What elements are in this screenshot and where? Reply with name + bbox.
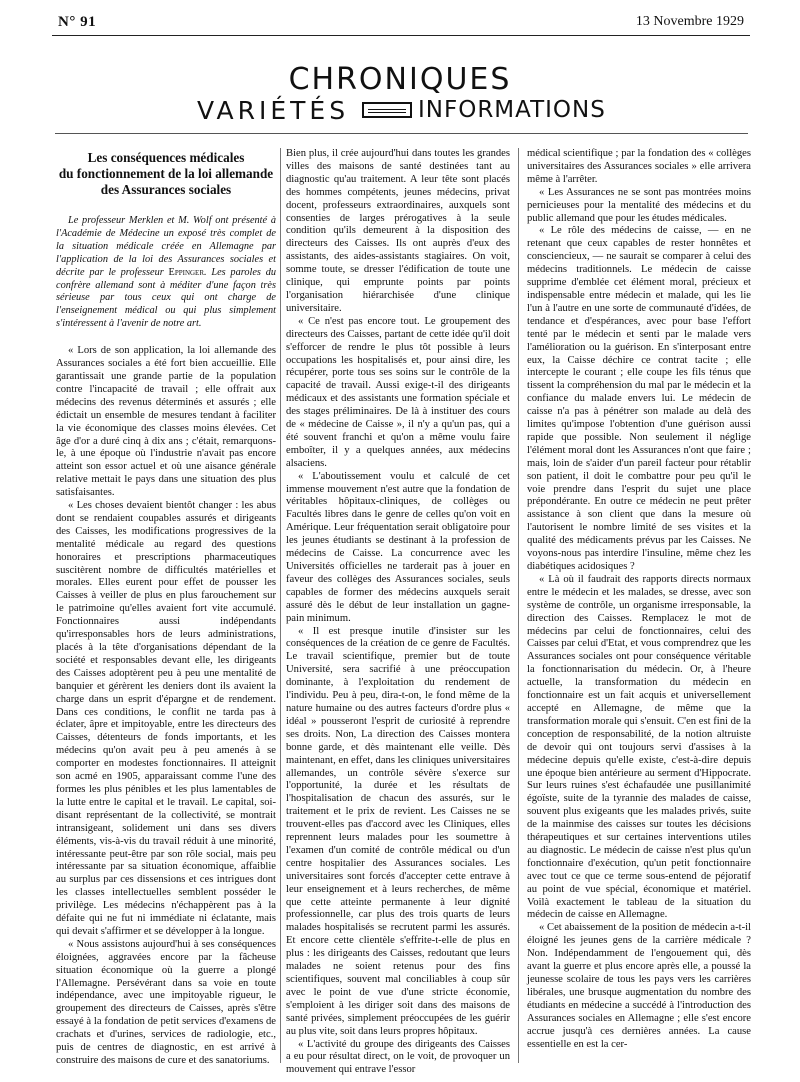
- issue-date: 13 Novembre 1929: [635, 14, 744, 29]
- header-rule: [52, 35, 750, 36]
- column-divider: [280, 148, 281, 1063]
- paragraph: « Les choses devaient bientôt changer : les abus dont se rendaient coupables assurés et dirigeants des Caisses, les modifications progressives de la mentalité médicale au regard des questions honoraires et prescriptions pharmaceutiques suscitèrent nombre de difficultés matérielles et morales. Elles eurent pour effet de pousser les Caisses à veiller de plus en plus farouchement sur le patrimoine qu'elles avaient fort vite accumulé. Fonctionnaires aussi indépendants qu'irresponsables hors de leurs administrations, placés à la tête d'organisations dépendant de la société et responsables devant elle, les dirigeants des Caisses adoptèrent peu à peu une mentalité de banquier et gérèrent les deniers dont ils avaient la charge dans un esprit d'épargne et de rendement. Dans ces conditions, le conflit ne tarda pas à éclater, âpre et impitoyable, entre les directeurs des Caisses, détenteurs de fonds importants, et les médecins qu'on avait peu à peu amenés à se comporter en modestes fonctionnaires. Il atteignit son acmé en 1905, apparaissant comme l'une des formes les plus pénibles et les plus lamentables de la lutte entre le capital et le travail. Le capital, soi-disant représentant de la collectivité, se montrait intransigeant, solidement uni dans ses divers éléments, vis-à-vis du travail réduit à une minorité, intéressante peut-être par son rôle social, mais peu intéressante par sa situation économique, affaiblie au surplus par ces dissensions et ces intrigues dont les classes intellectuelles semblent posséder le privilège. Les médecins n'échappèrent pas à la défaite qui ne fut ni immédiate ni éclatante, mais qui devait s'affirmer et se développer à la longue.: [56, 500, 276, 937]
- paragraph: Bien plus, il crée aujourd'hui dans toutes les grandes villes des maisons de santé destinées tant au diagnostic qu'au traitement. A leur tête sont placés des hommes compétents, jeunes médecins, privat docent, professeurs extraordinaires, auxquels sont consenties de larges prérogatives à la seule condition qu'ils demeurent à la disposition des directeurs des Caisses. Ils ont auprès d'eux des assistants, des aides-assistants stagiaires. On voit, somme toute, se dresser l'édification de toute une clinique, qui emprunte points par points l'organisation hiérarchisée d'une clinique universitaire.: [286, 148, 510, 314]
- masthead-informations: INFORMATIONS: [418, 97, 606, 123]
- lead-text: Le professeur Merklen et M. Wolf ont présenté à l'Académie de Médecine un exposé très complet de la situation médicale créée en Allemagne par l'application de la loi des Assurances sociales et décrite par le professeur: [56, 215, 276, 278]
- paragraph: « Le rôle des médecins de caisse, — en ne retenant que ceux capables de rester honnêtes et consciencieux, — ne saurait se comparer à celui des médecins traditionnels. Le médecin de caisse supprime d'emblée cet élément moral, précieux et indispensable entre médecin et malade, qui les lie l'un à l'autre en une sorte de communauté d'idées, de tendance et d'espérances, avec pour base l'effort tenté par le médecin et senti par le malade vers l'amélioration ou la guérison. En s'interposant entre eux, la Caisse déchire ce contrat tacite ; elle intercepte le courant ; elle coupe les fils ténus que tissent la compréhension du mal par le médecin et la confiance du malade envers lui. Le médecin de caisse n'a pas à pénétrer son malade au delà des limites qu'impose l'obtention d'une guérison aussi rapide que possible. Non seulement il néglige l'élément moral dont les Assurances n'ont que faire ; mais, loin de s'aider d'un pareil facteur pour rétablir son patient, il doit le combattre pour peu qu'il le voie prendre dans l'esprit du sujet une place prépondérante. En outre ce médecin ne peut prêter assistance à son client que dans la mesure où l'autorisent le nombre limité de ses visites et la qualité des médicaments prévus par les Caisses. Ne voyons-nous pas interdire l'insuline, même chez les diabétiques acidosiques ?: [527, 225, 751, 572]
- column-divider: [518, 148, 519, 1063]
- issue-number: N° 91: [58, 14, 97, 30]
- article-lead: [56, 215, 276, 331]
- paragraph: « Il est presque inutile d'insister sur les conséquences de la création de ce genre de Facultés. Le travail scientifique, premier but de toute Université, sera sacrifié à une préoccupation dominante, à l'exploitation du rendement de l'individu. Peu à peu, dira-t-on, le fond même de la nature humaine ou des autres facteurs d'ordre plus « idéal » pousseront l'esprit de curiosité à reprendre ses droits. Non, La direction des Caisses montera bonne garde, et dès maintenant elle veille. Dès maintenant, en effet, dans les cliniques universitaires allemandes, un contrôle sévère s'exerce sur l'opportunité, la durée et les résultats de l'hospitalisation de chacun des assurés, sur le traitement et le prix de revient. Les Caisses ne se trouvent-elles pas d'accord avec les Cliniques, elles reprennent leurs malades pour les soumettre à l'examen d'un comité de contrôle médical ou d'un centre hospitalier des Assurances sociales. Les universitaires sont forcés d'accepter cette entrave à leur enseignement et à leurs recherches, de même que cette atteinte permanente à leur dignité professionnelle, car plus des trois quarts de leurs malades hospitalisés se recrutent parmi les assurés. Et encore cette clientèle s'effrite-t-elle de plus en plus : les dirigeants des Caisses, redoutant que leurs malades ne soient retenus pour des fins scientifiques, souvent mal conciliables à coup sûr avec le point de vue d'une stricte économie, s'emploient à les diriger soit dans des maisons de santé privées, simplement préoccupées de les guérir au plus vite, soit dans leurs propres hôpitaux.: [286, 625, 510, 1037]
- paragraph: « Nous assistons aujourd'hui à ses conséquences éloignées, aggravées encore par la fâcheuse situation économique où la guerre a plongé l'Allemagne. Persévérant dans sa voie en toute indépendance, avec une impitoyable rigueur, le groupement des directeurs de Caisses, après s'être essayé à la fondation de petit services d'examens de crachats et d'urines, services de radiologie, etc., puis de centres de diagnostic, en est arrivé à construire des maisons de cure et des sanatoriums.: [56, 938, 276, 1066]
- paragraph: « Là où il faudrait des rapports directs normaux entre le médecin et les malades, se dresse, avec son système de contrôle, un organisme irresponsable, la direction des Caisses. Remplacez le mot de médecins par celui de fonctionnaires, celui des Caisses par celui d'Etat, et vous comprendrez que les Assurances sociales ont pour conséquence véritable la fonctionnarisation du médecin. Or, à l'heure actuelle, la transformation du médecin en fonctionnaire est un fait acquis et universellement accepté en Allemagne, de même que la transformation morale qui s'ensuit. C'en est fini de la conception de responsabilité, de la notion altruiste de devoir qui ont toujours servi d'assises à la médecine depuis qu'elle existe, c'est-à-dire depuis une époque bien antérieure au serment d'Hippocrate. Sur leurs ruines s'est échafaudée une pusillanimité égoïste, suite de la tyrannie des malades de caisse, souvent plus exigeants que les malades privés, suite de la mainmise des caisses sur toutes les décisions thérapeutiques et sur certaines interventions utiles au diagnostic. Le médecin de caisse n'est plus qu'un fonctionnaire d'exécution, qu'un petit fonctionnaire avec tout ce que ce terme sous-entend de péjoratif au point de vue spécial, économique et matériel. Voilà exactement le tableau de la situation du médecin de caisse en Allemagne.: [527, 573, 752, 921]
- paragraph: « L'aboutissement voulu et calculé de cet immense mouvement n'est autre que la fondation de véritables hôpitaux-cliniques, de collèges ou Facultés libres dans le genre de celles qu'on voit en Amérique. Leur fréquentation serait obligatoire pour les jeunes étudiants se destinant à la profession de médecins de Caisse. La concurrence avec les Universités officielles ne tarderait pas à jouer en faveur des collèges des Assurances sociales, seuls capables de former des médecins auxquels serait assuré dès le début de leur installation un gagne-pain minimum.: [286, 470, 510, 624]
- column-2: [286, 148, 510, 1077]
- article-title: [56, 150, 276, 198]
- ornament-icon: [362, 102, 412, 118]
- article-title-line: du fonctionnement de la loi allemande: [58, 166, 274, 181]
- paragraph: médical scientifique ; par la fondation des « collèges universitaires des Assurances sociales » elle arrivera même à l'arrêter.: [527, 148, 751, 185]
- masthead-subtitle: [0, 96, 800, 126]
- column-1: [56, 148, 276, 1068]
- paragraph: « Les Assurances ne se sont pas montrées moins pernicieuses pour la mentalité des médecins et du public allemand que pour les études médicales.: [527, 186, 751, 224]
- masthead-title: CHRONIQUES: [288, 62, 512, 97]
- article-title-line: Les conséquences médicales: [87, 150, 245, 165]
- paragraph: « Lors de son application, la loi allemande des Assurances sociales a été fort bien accueillie. Elle garantissait une grande partie de la population contre l'incapacité de travail ; elle offrait aux médecins des revenus déterminés et assurés ; elle édictait un ensemble de mesures tendant à faciliter la vie économique des classes moins élevées. Cet âge d'or a duré cinq à dix ans ; c'était, remarquons-le, à une époque où l'industrie n'avait pas encore atteint son essor actuel et où une aisance générale relative mettait le pays dans une situation des plus satisfaisantes.: [56, 345, 276, 499]
- column-3: [527, 148, 751, 1051]
- lead-author: Eppinger: [168, 266, 204, 278]
- masthead-varietes: VARIÉTÉS: [197, 96, 350, 125]
- article-title-line: des Assurances sociales: [100, 182, 232, 197]
- paragraph: « Cet abaissement de la position de médecin a-t-il éloigné les jeunes gens de la carrière médicale ? Non. Indépendamment de l'engouement qui, dès avant la guerre et plus encore après elle, a poussé la jeunesse scolaire de tous les pays vers les carrières libérales, une brusque augmentation du nombre des étudiants en médecine a succédé à l'introduction des Assurances sociales en Allemagne ; elle s'est encore accrue jusqu'à ces dernières années. La cause essentielle en est la cer-: [527, 922, 751, 1050]
- lead-text: . Les paroles du confrère allemand sont à méditer d'une façon très sérieuse par tous ceux qui ont charge de l'enseignement médical ou qui plus simplement s'intéressent à l'avenir de notre art.: [56, 266, 277, 330]
- paragraph: « L'activité du groupe des dirigeants des Caisses a eu pour résultat direct, on le voit, de provoquer un mouvement qui entrave l'essor: [286, 1038, 510, 1076]
- masthead-rule: [55, 133, 748, 134]
- paragraph: « Ce n'est pas encore tout. Le groupement des directeurs des Caisses, partant de cette idée qu'il doit s'efforcer de rendre le plus tôt possible à leurs occupations les hospitalisés et, pour ainsi dire, les récupérer, porte tous ses soins sur le contrôle de la capacité de travail. Aussi exige-t-il des dirigeants médicaux et des assistants une formation spéciale et des stages préliminaires. De là à instituer des cours de « médecine de Caisse », il n'y a qu'un pas, qui a été souvent franchi et qu'on a même voulu faire emboîter, il y a quelques années, aux médecins alsaciens.: [286, 315, 510, 469]
